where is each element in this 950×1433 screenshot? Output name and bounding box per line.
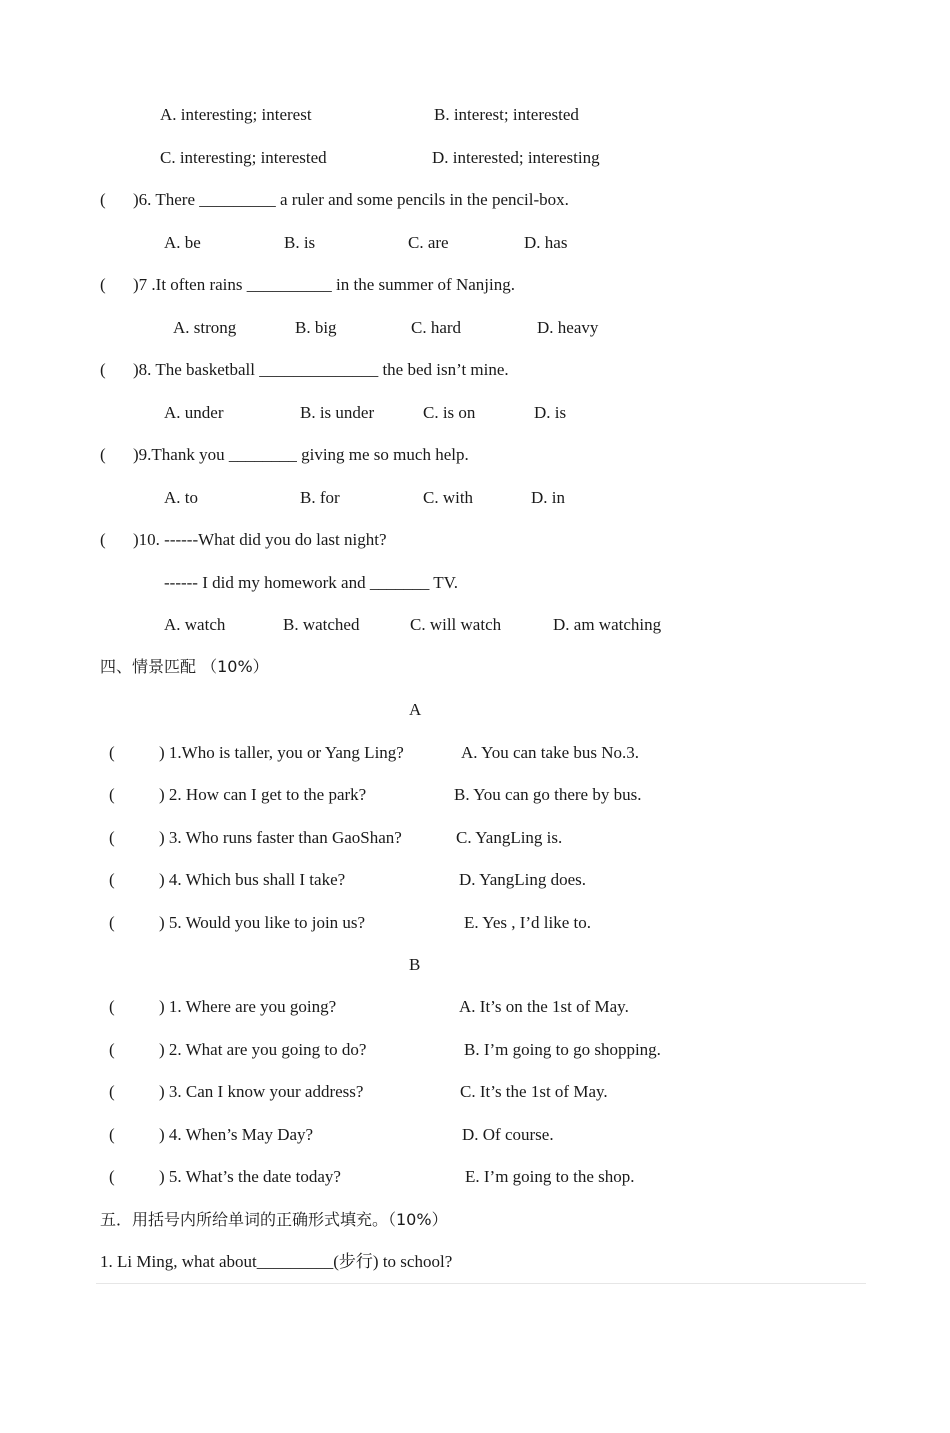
match-a1-paren: ( <box>109 743 115 762</box>
match-a1-answer: A. You can take bus No.3. <box>461 743 640 762</box>
q5-option-a: A. interesting; interest <box>160 105 312 124</box>
q8-option-b: B. is under <box>300 403 375 422</box>
q6-option-d: D. has <box>524 233 568 252</box>
q7-option-d: D. heavy <box>537 318 599 337</box>
q5-option-d: D. interested; interesting <box>432 148 600 167</box>
match-b5-paren: ( <box>109 1167 115 1186</box>
page-bottom-divider <box>96 1283 866 1284</box>
match-b4-answer: D. Of course. <box>462 1125 554 1144</box>
match-a2-answer: B. You can go there by bus. <box>454 785 642 804</box>
q6-option-a: A. be <box>164 233 201 252</box>
q9-stem: )9.Thank you ________ giving me so much help. <box>133 445 469 464</box>
q10-option-b: B. watched <box>283 615 360 634</box>
q6-answer-paren: ( <box>100 190 106 209</box>
section4-part-a-label: A <box>409 700 422 719</box>
match-a4-paren: ( <box>109 870 115 889</box>
q9-answer-paren: ( <box>100 445 106 464</box>
q9-option-b: B. for <box>300 488 340 507</box>
q8-option-d: D. is <box>534 403 567 422</box>
match-b2-answer: B. I’m going to go shopping. <box>464 1040 661 1059</box>
q6-option-b: B. is <box>284 233 316 252</box>
match-a3-answer: C. YangLing is. <box>456 828 563 847</box>
q10-stem: )10. ------What did you do last night? <box>133 530 387 549</box>
q9-option-a: A. to <box>164 488 198 507</box>
match-b3-question: ) 3. Can I know your address? <box>159 1082 364 1101</box>
match-a2-question: ) 2. How can I get to the park? <box>159 785 367 804</box>
match-a4-question: ) 4. Which bus shall I take? <box>159 870 346 889</box>
match-a2-paren: ( <box>109 785 115 804</box>
q10-option-c: C. will watch <box>410 615 502 634</box>
match-a4-answer: D. YangLing does. <box>459 870 587 889</box>
match-b4-question: ) 4. When’s May Day? <box>159 1125 314 1144</box>
match-b3-paren: ( <box>109 1082 115 1101</box>
q8-option-c: C. is on <box>423 403 476 422</box>
match-b2-paren: ( <box>109 1040 115 1059</box>
match-a5-paren: ( <box>109 913 115 932</box>
section4-part-b-label: B <box>409 955 421 974</box>
q7-answer-paren: ( <box>100 275 106 294</box>
match-a3-question: ) 3. Who runs faster than GaoShan? <box>159 828 402 847</box>
q7-option-c: C. hard <box>411 318 462 337</box>
q5-option-b: B. interest; interested <box>434 105 579 124</box>
match-a3-paren: ( <box>109 828 115 847</box>
q5-option-c: C. interesting; interested <box>160 148 327 167</box>
q10-answer-paren: ( <box>100 530 106 549</box>
q8-option-a: A. under <box>164 403 224 422</box>
q8-answer-paren: ( <box>100 360 106 379</box>
section5-question-1: 1. Li Ming, what about_________(步行) to school? <box>100 1252 453 1271</box>
q10-option-d: D. am watching <box>553 615 662 634</box>
match-b5-answer: E. I’m going to the shop. <box>465 1167 635 1186</box>
section4-title: 四、情景匹配 （10%） <box>100 657 269 676</box>
match-a5-answer: E. Yes , I’d like to. <box>464 913 592 932</box>
q7-option-b: B. big <box>295 318 337 337</box>
match-a5-question: ) 5. Would you like to join us? <box>159 913 366 932</box>
q7-option-a: A. strong <box>173 318 237 337</box>
q9-option-d: D. in <box>531 488 565 507</box>
q10-stem-reply: ------ I did my homework and _______ TV. <box>164 573 458 592</box>
match-b1-question: ) 1. Where are you going? <box>159 997 337 1016</box>
match-b3-answer: C. It’s the 1st of May. <box>460 1082 608 1101</box>
q10-option-a: A. watch <box>164 615 226 634</box>
q7-stem: )7 .It often rains __________ in the summer of Nanjing. <box>133 275 515 294</box>
q6-option-c: C. are <box>408 233 449 252</box>
match-b1-answer: A. It’s on the 1st of May. <box>459 997 629 1016</box>
match-b2-question: ) 2. What are you going to do? <box>159 1040 367 1059</box>
match-a1-question: ) 1.Who is taller, you or Yang Ling? <box>159 743 404 762</box>
match-b4-paren: ( <box>109 1125 115 1144</box>
match-b5-question: ) 5. What’s the date today? <box>159 1167 341 1186</box>
section5-title: 五．用括号内所给单词的正确形式填充。（10%） <box>100 1210 448 1229</box>
q8-stem: )8. The basketball ______________ the bed isn’t mine. <box>133 360 509 379</box>
match-b1-paren: ( <box>109 997 115 1016</box>
q6-stem: )6. There _________ a ruler and some pencils in the pencil-box. <box>133 190 569 209</box>
q9-option-c: C. with <box>423 488 474 507</box>
